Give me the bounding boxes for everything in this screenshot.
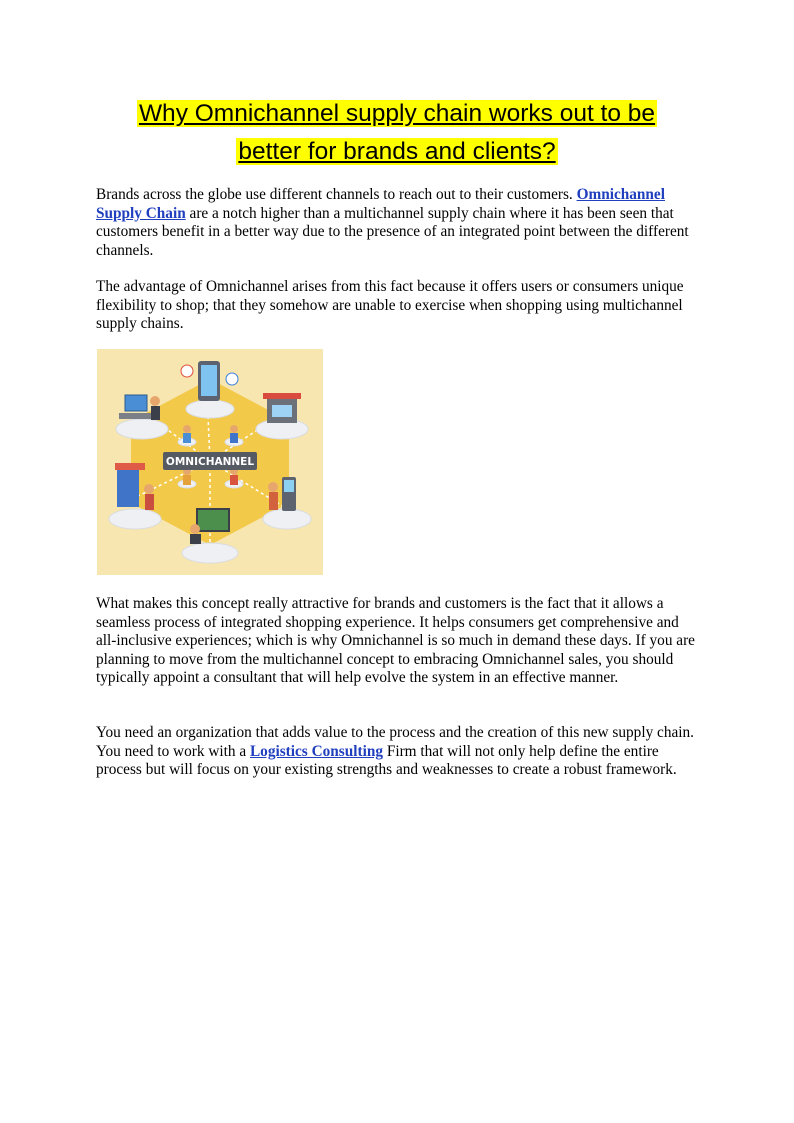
omnichannel-illustration: [97, 349, 323, 575]
intro-paragraph: [96, 186, 701, 260]
kiosk-icon: [268, 477, 296, 511]
link-part-2: Supply Chain: [96, 204, 186, 222]
page-title: [96, 95, 698, 171]
advantage-paragraph: The advantage of Omnichannel arises from this fact because it offers users or consumers unique flexibility to shop; that they somehow are unable to exercise when shopping using multichannel supply chains.: [96, 278, 684, 333]
physical-store-icon: [263, 393, 301, 423]
omnichannel-diagram: [97, 349, 323, 575]
concept-paragraph: What makes this concept really attractive for brands and customers is the fact that it allows a seamless process of integrated shopping experience. It helps consumers get comprehensive and all-inclusive experiences; which is why Omnichannel is so much in demand these days. If you are planning to move from the multichannel concept to embracing Omnichannel sales, you should typically appoint a consultant that will help evolve the system in an effective manner.: [96, 595, 695, 687]
computer-icon: [119, 395, 160, 420]
consulting-text-after: Firm that will not only help define the entire process but will focus on your existing strengths and weaknesses to create a robust framework.: [96, 742, 677, 779]
logistics-consulting-link[interactable]: Logistics Consulting: [249, 742, 383, 760]
intro-text-before: Brands across the globe use different channels to reach out to their customers.: [96, 186, 577, 203]
title-line-2: better for brands and clients?: [238, 138, 556, 165]
consulting-text-before: You need an organization that adds value to the process and the creation of this new supply chain. You need to work with a: [96, 724, 694, 760]
intro-text-after: are a notch higher than a multichannel supply chain where it has been seen that customers benefit in a better way due to the presence of an integrated point between the different channels.: [96, 204, 689, 259]
consulting-paragraph: [96, 724, 701, 780]
link-part-1: Omnichannel: [576, 186, 665, 203]
center-label: OMNICHANNEL: [165, 456, 255, 468]
title-line-1: Why Omnichannel supply chain works out to be: [138, 100, 656, 127]
